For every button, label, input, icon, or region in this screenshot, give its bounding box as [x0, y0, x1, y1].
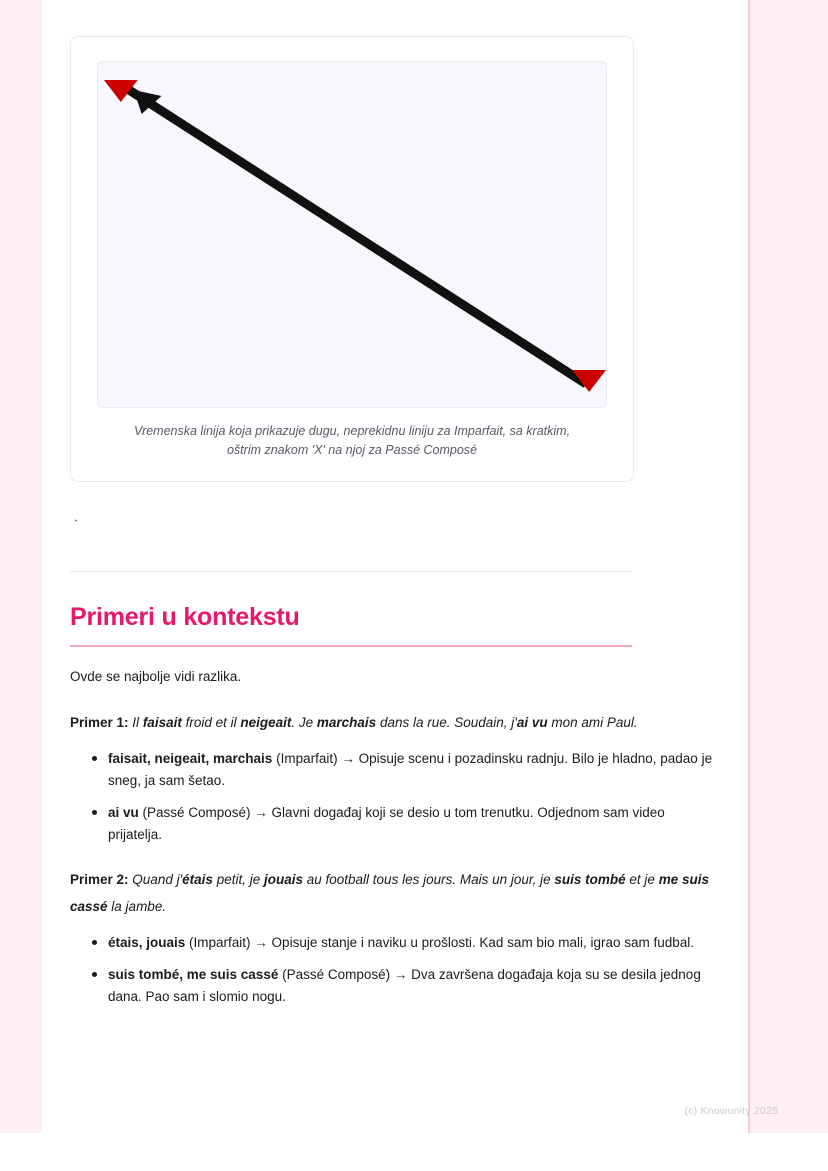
bullet-term: étais, jouais	[108, 935, 186, 951]
example-text-run: mon ami Paul.	[547, 714, 638, 730]
bullet-description: (Passé Composé) → Dva završena događaja koja su se desila jednog dana. Pao sam i slomio nogu.	[108, 966, 701, 1004]
example-text-run: ai vu	[516, 714, 548, 730]
intro-paragraph: Ovde se najbolje vidi razlika.	[70, 668, 242, 684]
example-text-run: neigeait	[240, 714, 292, 730]
example-text-run: au football tous les jours. Mais un jour, je	[303, 872, 555, 888]
figure-caption: Vremenska linija koja prikazuje dugu, neprekidnu liniju za Imparfait, sa kratkim, oštrim znakom 'X' na njoj za Passé Composé	[133, 424, 571, 458]
example-label: Primer 2:	[70, 872, 129, 888]
example-text-run: marchais	[316, 714, 377, 730]
bullet-description: (Imparfait) → Opisuje stanje i naviku u prošlosti. Kad sam bio mali, igrao sam fudbal.	[185, 935, 695, 951]
right-margin-strip	[748, 0, 828, 1171]
example-text-run: petit, je	[212, 872, 264, 888]
bullet-description: (Passé Composé) → Glavni događaj koji se desio u tom trenutku. Odjednom sam video prijatelja.	[108, 804, 665, 842]
document-content	[42, 0, 748, 1171]
list-item	[92, 964, 720, 1008]
example-text-run: Quand j'	[132, 872, 183, 888]
example-text-run: dans la rue. Soudain, j'	[376, 714, 517, 730]
page-title: Primeri u kontekstu	[70, 602, 300, 631]
title-underline	[70, 645, 632, 647]
bullet-term: ai vu	[108, 804, 139, 820]
list-item	[92, 932, 720, 954]
example-text-run: et je	[625, 872, 659, 888]
timeline-diagram	[97, 61, 607, 408]
watermark: (c) Knowunity 2025	[684, 1105, 778, 1117]
stray-backtick: `	[72, 517, 80, 533]
example-bullet-list	[70, 748, 720, 845]
margin-divider	[748, 0, 750, 1171]
bullet-description: (Imparfait) → Opisuje scenu i pozadinsku radnju. Bilo je hladno, padao je sneg, ja sam šetao.	[108, 750, 713, 788]
example-text-run: froid et il	[181, 714, 241, 730]
figure-card	[70, 36, 634, 482]
section-divider	[70, 571, 632, 572]
example-text-run: suis tombé	[554, 872, 626, 888]
bullet-term: suis tombé, me suis cassé	[108, 966, 279, 982]
timeline-arrow-icon	[98, 62, 606, 407]
example-text-run: . Je	[291, 714, 317, 730]
page-bottom-edge	[0, 1133, 828, 1171]
example-text-run: Il	[132, 714, 143, 730]
example-text-run: me suis cassé	[70, 872, 709, 914]
example-text-run: étais	[182, 872, 213, 888]
examples-container	[70, 710, 720, 1008]
left-margin-strip	[0, 0, 42, 1171]
list-item	[92, 802, 720, 846]
example-label: Primer 1:	[70, 714, 129, 730]
example-text-run: faisait	[142, 714, 182, 730]
bullet-term: faisait, neigeait, marchais	[108, 750, 273, 766]
example-sentence	[70, 710, 720, 736]
example-sentence	[70, 867, 720, 920]
list-item	[92, 748, 720, 792]
example-text-run: jouais	[263, 872, 303, 888]
example-bullet-list	[70, 932, 720, 1008]
example-text-run: la jambe.	[107, 898, 167, 914]
